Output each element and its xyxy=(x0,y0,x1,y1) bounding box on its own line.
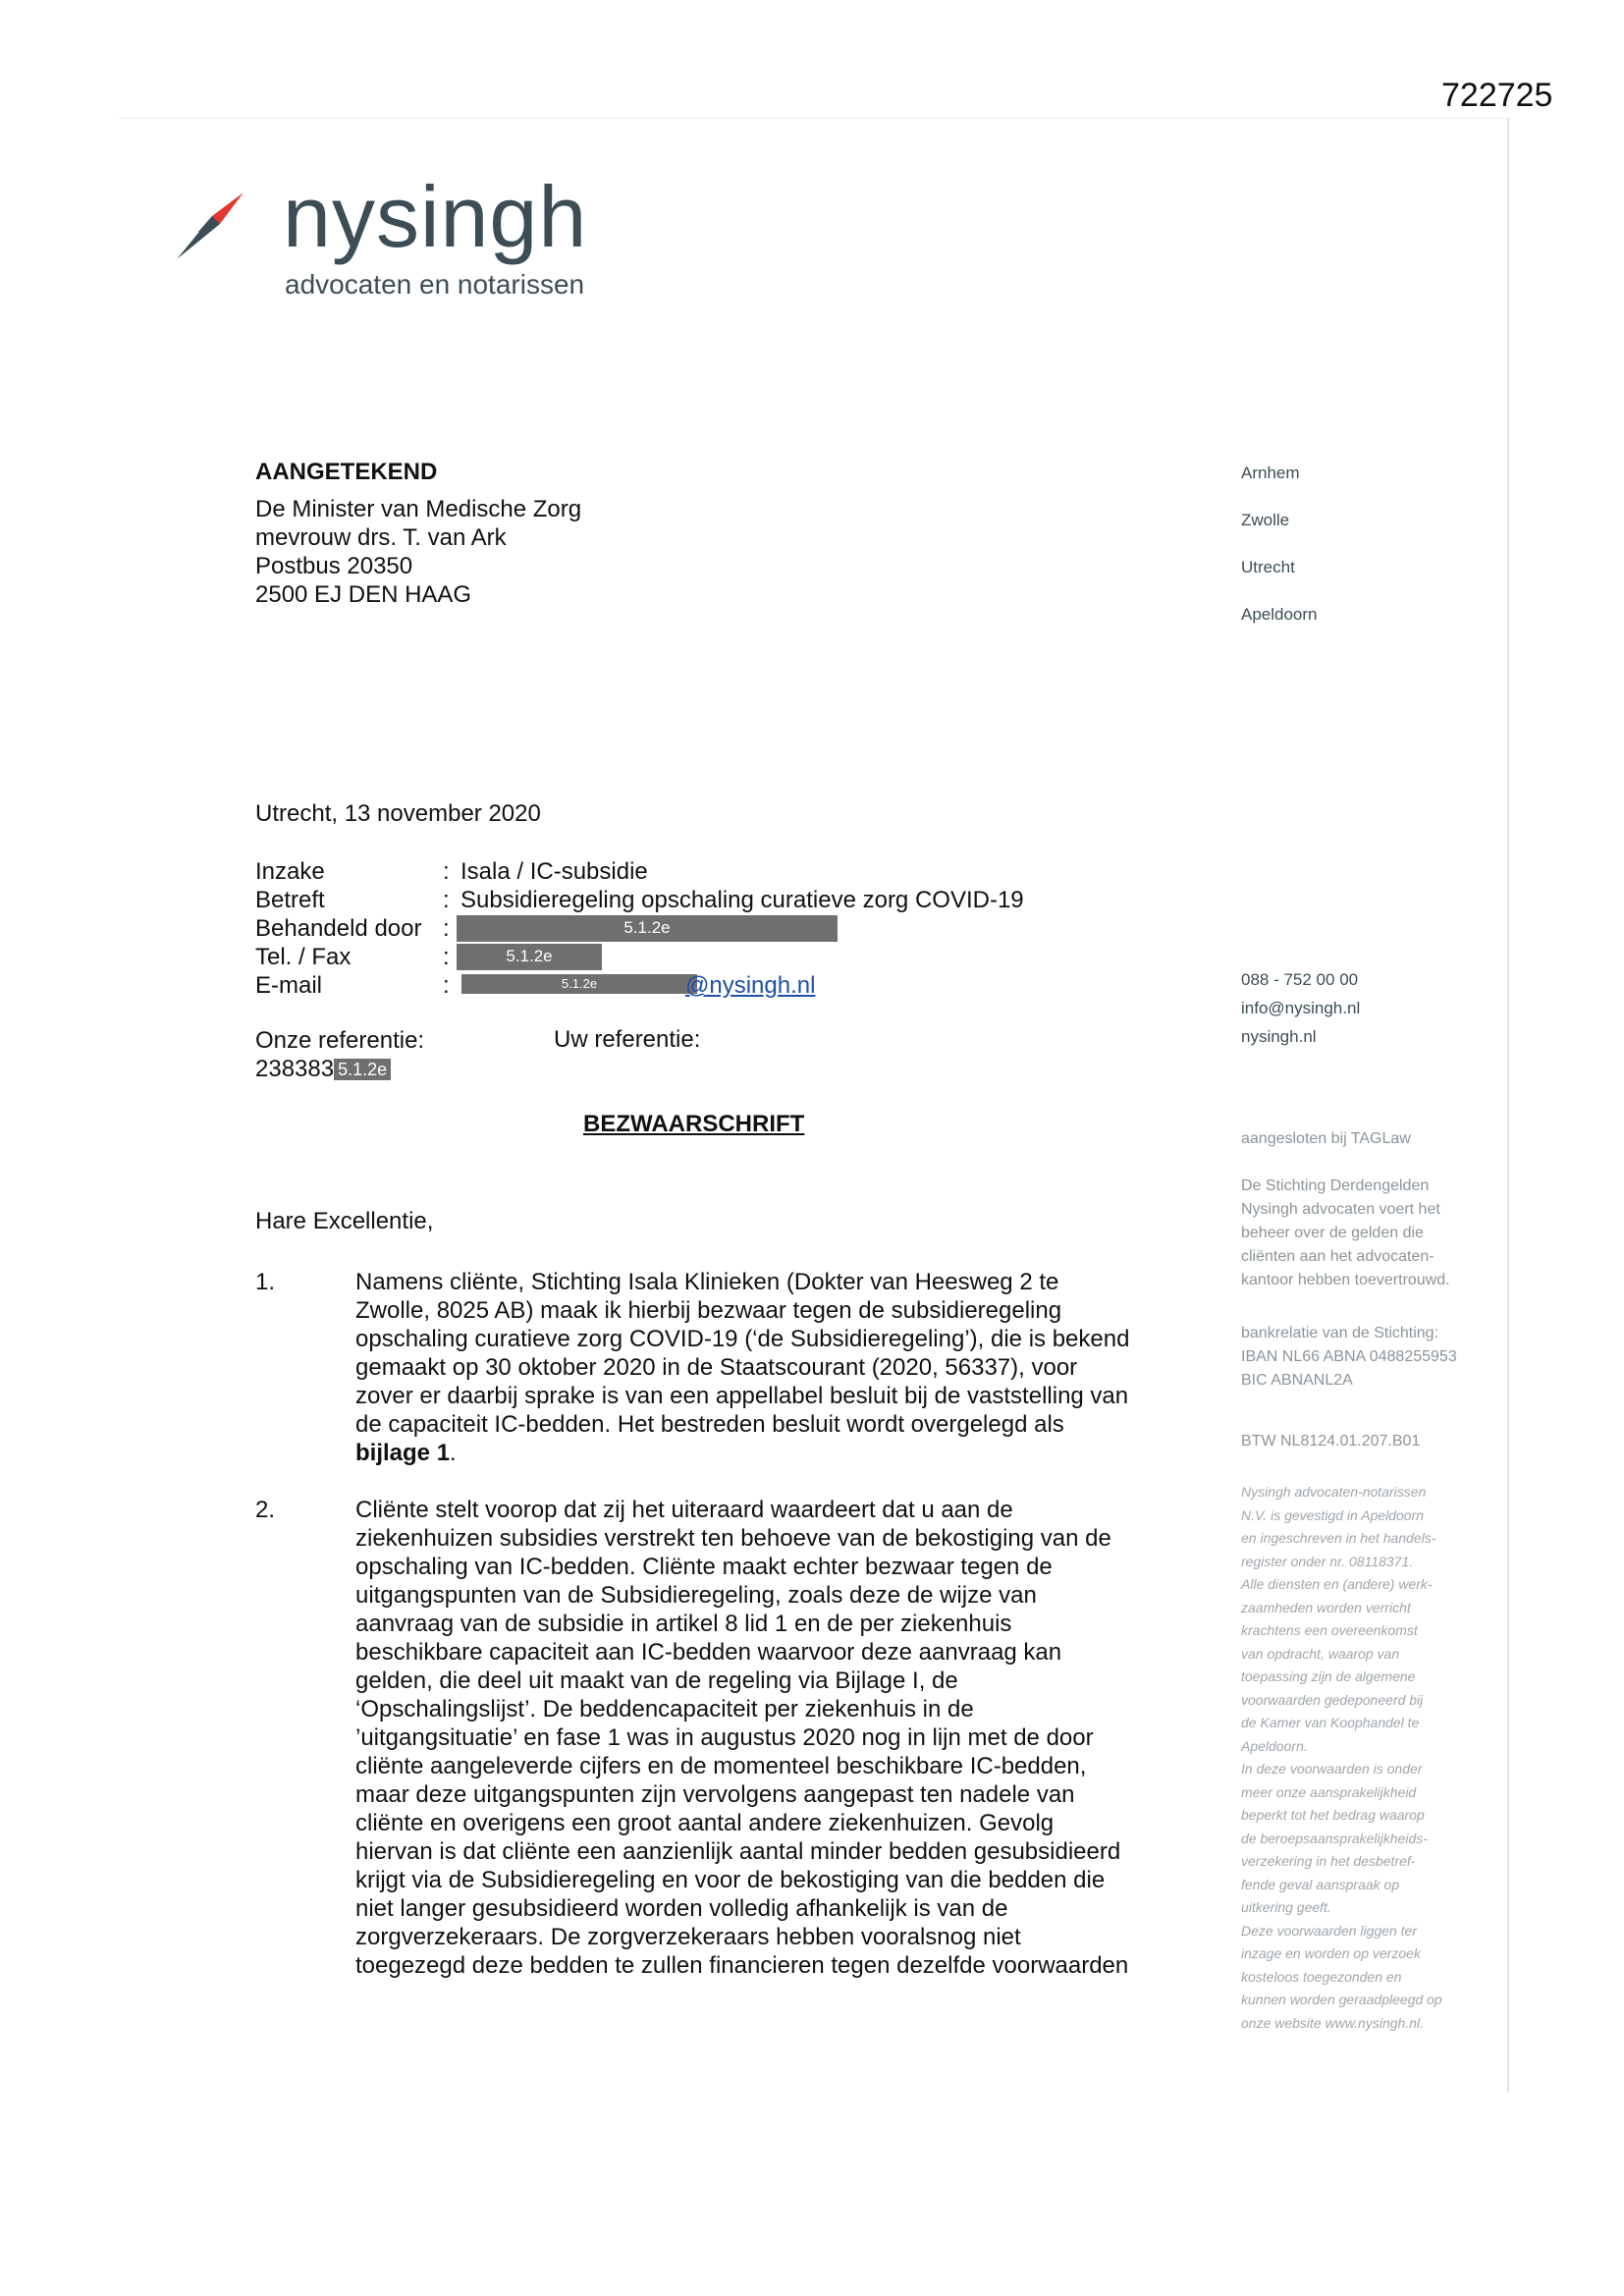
sidebar-line: In deze voorwaarden is onder xyxy=(1241,1761,1423,1777)
address-line: mevrouw drs. T. van Ark xyxy=(255,524,507,551)
bank-note xyxy=(1241,1322,1487,1393)
contact-phone: 088 - 752 00 00 xyxy=(1241,970,1359,989)
your-reference-label: Uw referentie: xyxy=(554,1026,701,1053)
sidebar-line: cliënten aan het advocaten- xyxy=(1241,1248,1435,1265)
redaction-box: 5.1.2e xyxy=(457,915,838,942)
office-zwolle: Zwolle xyxy=(1241,511,1290,529)
sidebar-line: bankrelatie van de Stichting: xyxy=(1241,1325,1439,1341)
sidebar-line: verzekering in het desbetref- xyxy=(1241,1853,1416,1869)
office-utrecht: Utrecht xyxy=(1241,558,1295,576)
sidebar-line: en ingeschreven in het handels- xyxy=(1241,1530,1436,1546)
sidebar-line: krachtens een overeenkomst xyxy=(1241,1622,1418,1638)
meta-label: Betreft xyxy=(255,887,325,913)
sidebar-line: uitkering geeft. xyxy=(1241,1899,1331,1915)
letter-date: Utrecht, 13 november 2020 xyxy=(255,800,541,827)
paragraph-line: maar deze uitgangspunten zijn vervolgens aangepast ten nadele van xyxy=(355,1781,1075,1808)
sidebar-line: IBAN NL66 ABNA 0488255953 xyxy=(1241,1348,1457,1365)
logo-tagline: advocaten en notarissen xyxy=(285,269,585,300)
meta-colon: : xyxy=(443,858,450,885)
paragraph-line: de capaciteit IC-bedden. Het bestreden besluit wordt overgelegd als xyxy=(355,1411,1064,1438)
address-line: Postbus 20350 xyxy=(255,553,413,579)
sidebar-line: Nysingh advocaten voert het xyxy=(1241,1201,1440,1218)
paragraph-line: Cliënte stelt voorop dat zij het uiteraard waardeert dat u aan de xyxy=(355,1497,1013,1523)
sidebar-line: beperkt tot het bedrag waarop xyxy=(1241,1807,1425,1823)
sidebar-line: Alle diensten en (andere) werk- xyxy=(1241,1576,1433,1592)
contact-website[interactable]: nysingh.nl xyxy=(1241,1027,1317,1046)
salutation: Hare Excellentie, xyxy=(255,1208,434,1234)
paragraph-line: gelden, die deel uit maakt van de regeling via Bijlage I, de xyxy=(355,1667,958,1694)
meta-value: Isala / IC-subsidie xyxy=(460,858,648,885)
sidebar-line: Apeldoorn. xyxy=(1241,1737,1308,1754)
nysingh-logo xyxy=(173,168,624,314)
office-list xyxy=(1241,464,1318,652)
office-arnhem: Arnhem xyxy=(1241,464,1300,482)
paragraph-line: ‘Opschalingslijst’. De beddencapaciteit per ziekenhuis in de xyxy=(355,1696,974,1722)
attachment-reference: bijlage 1 xyxy=(355,1440,451,1466)
sidebar-line: de Kamer van Koophandel te xyxy=(1241,1715,1420,1730)
address-line: 2500 EJ DEN HAAG xyxy=(255,581,472,608)
sidebar-line: kosteloos toegezonden en xyxy=(1241,1968,1402,1985)
btw-number: BTW NL8124.01.207.B01 xyxy=(1241,1433,1421,1449)
paragraph-line: ’uitgangsituatie’ en fase 1 was in augustus 2020 nog in lijn met de door xyxy=(355,1724,1094,1751)
sidebar-line: voorwaarden gedeponeerd bij xyxy=(1241,1691,1424,1708)
sidebar-line: meer onze aansprakelijkheid xyxy=(1241,1783,1417,1800)
paragraph-line: hiervan is dat cliënte een aanzienlijk aantal minder bedden gesubsidieerd xyxy=(355,1838,1121,1865)
logo-wordmark: nysingh xyxy=(283,168,588,265)
meta-label: Tel. / Fax xyxy=(255,944,352,970)
meta-label: Inzake xyxy=(255,858,325,885)
paragraph-number: 2. xyxy=(255,1497,276,1523)
sidebar-line: toepassing zijn de algemene xyxy=(1241,1668,1416,1684)
paragraph-line: niet langer gesubsidieerd worden volledig afhankelijk is van de xyxy=(355,1895,1008,1922)
paragraph-line: beschikbare capaciteit aan IC-bedden waarvoor deze aanvraag kan xyxy=(355,1639,1062,1666)
paragraph-line: zorgverzekeraars. De zorgverzekeraars hebben vooralsnog niet xyxy=(355,1924,1021,1950)
meta-value: Subsidieregeling opschaling curatieve zorg COVID-19 xyxy=(460,887,1024,913)
document-title: BEZWAARSCHRIFT xyxy=(583,1111,805,1137)
meta-colon: : xyxy=(443,972,450,999)
sidebar-line: BIC ABNANL2A xyxy=(1241,1372,1353,1389)
paragraph-line xyxy=(355,1439,1180,1467)
redaction-box: 5.1.2e xyxy=(457,944,602,970)
meta-colon: : xyxy=(443,944,450,970)
sidebar-line: de beroepsaansprakelijkheids- xyxy=(1241,1830,1428,1846)
sidebar-line: inzage en worden op verzoek xyxy=(1241,1945,1421,1961)
sidebar-line: De Stichting Derdengelden xyxy=(1241,1177,1430,1194)
sidebar-line: van opdracht, waarop van xyxy=(1241,1645,1400,1662)
redaction-box: 5.1.2e xyxy=(461,974,697,994)
contact-email[interactable]: info@nysingh.nl xyxy=(1241,999,1361,1017)
delivery-method: AANGETEKEND xyxy=(255,459,438,485)
paragraph-line: Zwolle, 8025 AB) maak ik hierbij bezwaar tegen de subsidieregeling xyxy=(355,1297,1062,1324)
sidebar-line: Nysingh advocaten-notarissen xyxy=(1241,1484,1427,1500)
paragraph-line: zover er daarbij sprake is van een appellabel besluit bij de vaststelling van xyxy=(355,1383,1129,1409)
office-apeldoorn: Apeldoorn xyxy=(1241,605,1318,624)
paragraph-number: 1. xyxy=(255,1269,276,1295)
sidebar-line: zaamheden worden verricht xyxy=(1241,1599,1411,1615)
paragraph-line: opschaling curatieve zorg COVID-19 (‘de Subsidieregeling’), die is bekend xyxy=(355,1326,1130,1352)
our-reference-value: 238383 xyxy=(255,1056,335,1082)
redaction-box: 5.1.2e xyxy=(334,1059,391,1080)
page-right-rule xyxy=(1507,118,1509,2092)
meta-label: Behandeld door xyxy=(255,915,422,942)
legal-notice xyxy=(1241,1481,1487,2035)
sidebar-line: kantoor hebben toevertrouwd. xyxy=(1241,1272,1450,1288)
meta-colon: : xyxy=(443,887,450,913)
sidebar-line: beheer over de gelden die xyxy=(1241,1225,1424,1241)
compass-needle-icon xyxy=(173,189,247,263)
paragraph-line: aanvraag van de subsidie in artikel 8 lid 1 en de per ziekenhuis xyxy=(355,1611,1012,1637)
paragraph-line: toegezegd deze bedden te zullen financieren tegen dezelfde voorwaarden xyxy=(355,1952,1129,1979)
our-reference xyxy=(255,1026,424,1085)
sidebar-line: Deze voorwaarden liggen ter xyxy=(1241,1922,1417,1939)
recipient-address xyxy=(255,458,581,609)
meta-label: E-mail xyxy=(255,972,323,999)
paragraph-body xyxy=(355,1496,1180,1980)
paragraph-line: opschaling van IC-bedden. Cliënte maakt echter bezwaar tegen de xyxy=(355,1554,1053,1580)
stichting-note xyxy=(1241,1175,1487,1292)
paragraph-line: ziekenhuizen subsidies verstrekt ten behoeve van de bekostiging van de xyxy=(355,1525,1111,1552)
paragraph-line: cliënte en overigens een groot aantal andere ziekenhuizen. Gevolg xyxy=(355,1810,1055,1836)
paragraph-line: uitgangspunten van de Subsidieregeling, zoals deze de wijze van xyxy=(355,1582,1037,1609)
sidebar-line: kunnen worden geraadpleegd op xyxy=(1241,1992,1442,2007)
paragraph-line: cliënte aangeleverde cijfers en de momenteel beschikbare IC-bedden, xyxy=(355,1753,1087,1779)
contact-info xyxy=(1241,965,1360,1051)
punctuation: . xyxy=(450,1440,457,1466)
page-top-rule xyxy=(118,118,1507,119)
paragraph-body xyxy=(355,1268,1180,1467)
document-number: 722725 xyxy=(1441,77,1553,114)
taglaw-note: aangesloten bij TAGLaw xyxy=(1241,1130,1411,1147)
paragraph-line: krijgt via de Subsidieregeling en voor de bekostiging van die bedden die xyxy=(355,1867,1106,1893)
paragraph-line: gemaakt op 30 oktober 2020 in de Staatscourant (2020, 56337), voor xyxy=(355,1354,1078,1381)
paragraph-line: Namens cliënte, Stichting Isala Klinieken (Dokter van Heesweg 2 te xyxy=(355,1269,1059,1295)
address-line: De Minister van Medische Zorg xyxy=(255,496,582,522)
sidebar-line: register onder nr. 08118371. xyxy=(1241,1553,1414,1569)
sidebar-line: N.V. is gevestigd in Apeldoorn xyxy=(1241,1506,1424,1523)
meta-colon: : xyxy=(443,915,450,942)
sidebar-line: onze website www.nysingh.nl. xyxy=(1241,2014,1424,2031)
sidebar-line: fende geval aanspraak op xyxy=(1241,1876,1400,1892)
our-reference-label: Onze referentie: xyxy=(255,1027,425,1054)
email-link[interactable]: @nysingh.nl xyxy=(685,972,816,999)
